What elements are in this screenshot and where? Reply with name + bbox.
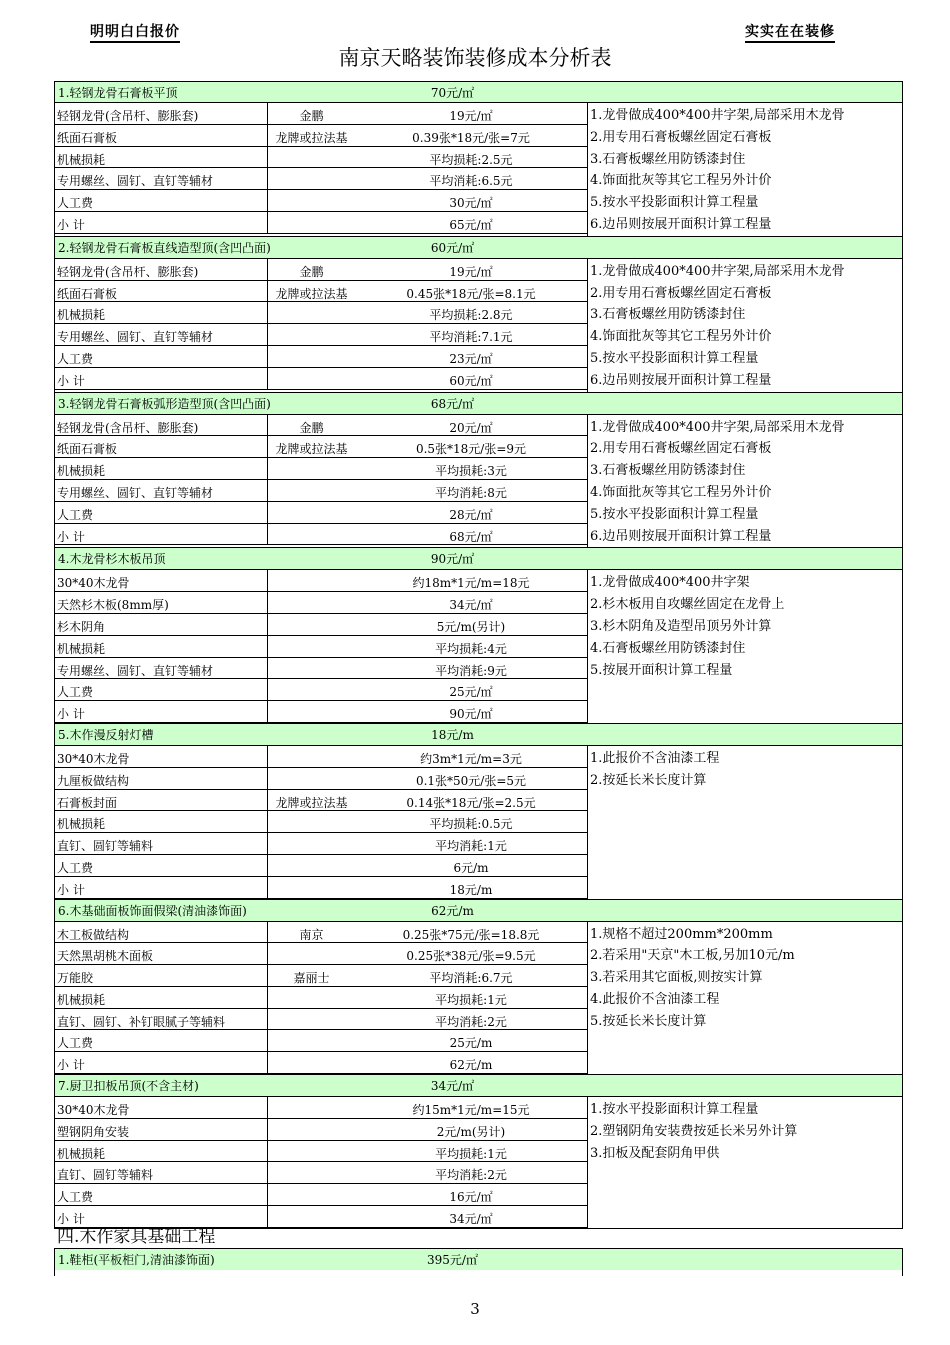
table-row (55, 1097, 587, 1119)
table-row (55, 658, 587, 680)
note-line: 6.边吊则按展开面积计算工程量 (590, 372, 772, 388)
section-price: 18元/m (431, 727, 474, 742)
item-calculation: 0.45张*18元/张=8.1元 (355, 281, 587, 303)
item-calculation: 0.5张*18元/张=9元 (355, 436, 587, 458)
item-calculation: 平均损耗:3元 (355, 458, 587, 480)
note-line: 3.杉木阴角及造型吊顶另外计算 (590, 618, 772, 634)
table-row (55, 922, 587, 944)
section-name: 4.木龙骨杉木板吊顶 (58, 552, 166, 567)
item-brand (268, 212, 355, 234)
item-calculation: 90元/㎡ (355, 701, 587, 723)
item-brand (268, 1009, 355, 1031)
item-brand (268, 943, 355, 965)
item-calculation: 5元/m(另计) (355, 614, 587, 636)
cost-items (55, 103, 588, 236)
table-row (55, 790, 587, 812)
item-brand (268, 570, 355, 592)
note-line: 1.龙骨做成400*400井字架 (590, 575, 750, 591)
item-brand (268, 1184, 355, 1206)
table-row (55, 701, 587, 723)
table-row (55, 768, 587, 790)
note-line: 5.按水平投影面积计算工程量 (590, 195, 759, 211)
item-calculation: 平均损耗:2.5元 (355, 147, 587, 169)
table-row (55, 168, 587, 190)
section-price: 90元/㎡ (430, 552, 475, 567)
note-line: 4.饰面批灰等其它工程另外计价 (590, 329, 772, 345)
note-line: 1.按水平投影面积计算工程量 (590, 1102, 759, 1118)
item-calculation: 2元/m(另计) (355, 1119, 587, 1141)
table-row (55, 480, 587, 502)
item-brand (268, 502, 355, 524)
item-brand: 龙牌或拉法基 (268, 281, 355, 303)
item-brand (268, 368, 355, 390)
note-line: 4.石膏板螺丝用防锈漆封住 (590, 640, 746, 656)
table-row (55, 811, 587, 833)
table-row (55, 746, 587, 768)
table-row (55, 302, 587, 324)
item-calculation: 平均消耗:2元 (355, 1009, 587, 1031)
table-row (55, 259, 587, 281)
note-line: 1.规格不超过200mm*200mm (590, 926, 773, 942)
item-name: 机械损耗 (55, 147, 268, 169)
item-brand (268, 147, 355, 169)
table-row (55, 147, 587, 169)
section-notes (588, 1097, 902, 1228)
item-name: 轻钢龙骨(含吊杆、膨胀套) (55, 259, 268, 281)
section-header (54, 900, 903, 922)
item-name: 人工费 (55, 855, 268, 877)
note-line: 1.此报价不含油漆工程 (590, 750, 720, 766)
table-row (55, 436, 587, 458)
section-header (54, 1075, 903, 1097)
note-line: 4.饰面批灰等其它工程另外计价 (590, 173, 772, 189)
item-brand: 金鹏 (268, 259, 355, 281)
table-row (55, 415, 587, 437)
item-calculation: 约15m*1元/m=15元 (355, 1097, 587, 1119)
item-brand (268, 877, 355, 899)
note-line: 4.此报价不含油漆工程 (590, 991, 720, 1007)
item-name: 小 计 (55, 1052, 268, 1074)
table-row (55, 679, 587, 701)
section-body (54, 259, 903, 393)
table-row (55, 570, 587, 592)
header-left-slogan: 明明白白报价 (90, 24, 180, 43)
note-line: 5.按延长米长度计算 (590, 1013, 707, 1029)
item-name: 人工费 (55, 346, 268, 368)
item-brand (268, 833, 355, 855)
item-brand (268, 701, 355, 723)
note-line: 2.用专用石膏板螺丝固定石膏板 (590, 285, 772, 301)
item-brand: 金鹏 (268, 415, 355, 437)
item-brand (268, 1052, 355, 1074)
table-row (55, 1162, 587, 1184)
item-name: 机械损耗 (55, 811, 268, 833)
table-row (55, 190, 587, 212)
item-brand (268, 324, 355, 346)
section-name: 1.鞋柜(平板柜门,清油漆饰面) (58, 1253, 215, 1267)
table-row (55, 1052, 587, 1074)
table-row (55, 524, 587, 546)
table-row (55, 368, 587, 390)
item-name: 人工费 (55, 679, 268, 701)
item-brand (268, 1162, 355, 1184)
section-body (54, 746, 903, 900)
item-calculation: 25元/m (355, 1030, 587, 1052)
item-brand (268, 614, 355, 636)
item-calculation: 19元/㎡ (355, 259, 587, 281)
item-name: 30*40木龙骨 (55, 746, 268, 768)
item-brand (268, 811, 355, 833)
note-line: 3.若采用其它面板,则按实计算 (590, 970, 763, 986)
note-line: 2.杉木板用自攻螺丝固定在龙骨上 (590, 597, 785, 613)
item-calculation: 18元/m (355, 877, 587, 899)
table-row (55, 965, 587, 987)
item-name: 人工费 (55, 1184, 268, 1206)
table-row (55, 346, 587, 368)
item-calculation: 30元/㎡ (355, 190, 587, 212)
item-brand (268, 1206, 355, 1228)
table-row (55, 212, 587, 234)
item-name: 天然杉木板(8mm厚) (55, 592, 268, 614)
item-name: 人工费 (55, 190, 268, 212)
section-body (54, 1097, 903, 1229)
section-four-title: 四.木作家具基础工程 (57, 1227, 216, 1247)
cost-items (55, 415, 588, 548)
item-brand (268, 987, 355, 1009)
item-calculation: 25元/㎡ (355, 679, 587, 701)
item-brand (268, 679, 355, 701)
item-name: 小 计 (55, 368, 268, 390)
section-price: 395元/㎡ (427, 1253, 478, 1267)
item-brand (268, 524, 355, 546)
section-header (54, 81, 903, 103)
item-name: 万能胶 (55, 965, 268, 987)
item-brand (268, 746, 355, 768)
table-row (55, 987, 587, 1009)
item-brand (268, 592, 355, 614)
item-name: 机械损耗 (55, 1141, 268, 1163)
item-brand (268, 855, 355, 877)
item-calculation: 平均消耗:1元 (355, 833, 587, 855)
table-row (55, 502, 587, 524)
item-name: 木工板做结构 (55, 922, 268, 944)
item-calculation: 6元/m (355, 855, 587, 877)
item-name: 30*40木龙骨 (55, 570, 268, 592)
item-name: 纸面石膏板 (55, 436, 268, 458)
note-line: 5.按展开面积计算工程量 (590, 662, 733, 678)
note-line: 3.扣板及配套阴角甲供 (590, 1145, 720, 1161)
item-name: 小 计 (55, 1206, 268, 1228)
page-number: 3 (470, 1300, 480, 1318)
note-line: 2.塑钢阴角安装费按延长米另外计算 (590, 1123, 798, 1139)
note-line: 2.用专用石膏板螺丝固定石膏板 (590, 129, 772, 145)
table-row (55, 1184, 587, 1206)
item-brand (268, 658, 355, 680)
item-name: 专用螺丝、圆钉、直钉等辅材 (55, 480, 268, 502)
note-line: 1.龙骨做成400*400井字架,局部采用木龙骨 (590, 108, 845, 123)
page-title: 南京天略装饰装修成本分析表 (338, 46, 612, 70)
item-calculation: 平均消耗:2元 (355, 1162, 587, 1184)
note-line: 2.按延长米长度计算 (590, 772, 707, 788)
table-row (55, 855, 587, 877)
header-right-slogan: 实实在在装修 (745, 24, 835, 43)
item-brand (268, 768, 355, 790)
item-calculation: 62元/m (355, 1052, 587, 1074)
item-calculation: 60元/㎡ (355, 368, 587, 390)
section-body (54, 415, 903, 549)
item-name: 石膏板封面 (55, 790, 268, 812)
item-name: 机械损耗 (55, 636, 268, 658)
table-row (55, 458, 587, 480)
table-row (55, 636, 587, 658)
note-line: 5.按水平投影面积计算工程量 (590, 506, 759, 522)
section-notes (588, 415, 902, 548)
section-price: 68元/㎡ (430, 396, 475, 411)
item-name: 专用螺丝、圆钉、直钉等辅材 (55, 324, 268, 346)
item-name: 塑钢阴角安装 (55, 1119, 268, 1141)
item-calculation: 平均消耗:8元 (355, 480, 587, 502)
item-name: 天然黑胡桃木面板 (55, 943, 268, 965)
item-brand: 龙牌或拉法基 (268, 790, 355, 812)
section-notes (588, 259, 902, 392)
item-calculation: 平均消耗:6.7元 (355, 965, 587, 987)
table-continuation (54, 1270, 903, 1276)
item-name: 人工费 (55, 502, 268, 524)
section-name: 5.木作漫反射灯槽 (58, 727, 154, 742)
note-line: 3.石膏板螺丝用防锈漆封住 (590, 151, 746, 167)
item-calculation: 20元/㎡ (355, 415, 587, 437)
item-brand: 嘉丽士 (268, 965, 355, 987)
item-name: 直钉、圆钉、补钉眼腻子等辅料 (55, 1009, 268, 1031)
item-brand (268, 480, 355, 502)
section-body (54, 922, 903, 1076)
item-name: 机械损耗 (55, 458, 268, 480)
cost-items (55, 746, 588, 899)
item-brand (268, 1030, 355, 1052)
table-row (55, 1141, 587, 1163)
table-row (55, 592, 587, 614)
item-brand: 龙牌或拉法基 (268, 436, 355, 458)
table-row (55, 943, 587, 965)
item-calculation: 65元/㎡ (355, 212, 587, 234)
item-calculation: 34元/㎡ (355, 592, 587, 614)
cost-items (55, 570, 588, 723)
item-brand (268, 168, 355, 190)
section-name: 1.轻钢龙骨石膏板平顶 (58, 86, 178, 100)
item-name: 机械损耗 (55, 302, 268, 324)
item-name: 小 计 (55, 701, 268, 723)
item-name: 九厘板做结构 (55, 768, 268, 790)
item-name: 小 计 (55, 877, 268, 899)
item-calculation: 23元/㎡ (355, 346, 587, 368)
note-line: 1.龙骨做成400*400井字架,局部采用木龙骨 (590, 263, 845, 279)
item-name: 30*40木龙骨 (55, 1097, 268, 1119)
item-calculation: 平均消耗:9元 (355, 658, 587, 680)
table-row (55, 614, 587, 636)
item-name: 专用螺丝、圆钉、直钉等辅材 (55, 658, 268, 680)
item-calculation: 34元/㎡ (355, 1206, 587, 1228)
item-name: 纸面石膏板 (55, 281, 268, 303)
note-line: 4.饰面批灰等其它工程另外计价 (590, 484, 772, 500)
table-row (55, 103, 587, 125)
item-brand (268, 1119, 355, 1141)
section-header (54, 237, 903, 259)
table-row (55, 1009, 587, 1031)
item-calculation: 约18m*1元/m=18元 (355, 570, 587, 592)
item-calculation: 19元/㎡ (355, 103, 587, 125)
section-notes (588, 922, 902, 1075)
section-header (54, 548, 903, 570)
section-name: 2.轻钢龙骨石膏板直线造型顶(含凹凸面) (58, 240, 271, 255)
item-brand (268, 636, 355, 658)
note-line: 1.龙骨做成400*400井字架,局部采用木龙骨 (590, 419, 845, 435)
item-calculation: 0.14张*18元/张=2.5元 (355, 790, 587, 812)
note-line: 3.石膏板螺丝用防锈漆封住 (590, 307, 746, 323)
item-brand: 南京 (268, 922, 355, 944)
item-brand: 金鹏 (268, 103, 355, 125)
table-row (55, 1030, 587, 1052)
item-calculation: 0.1张*50元/张=5元 (355, 768, 587, 790)
section-notes (588, 746, 902, 899)
item-calculation: 68元/㎡ (355, 524, 587, 546)
section-name: 7.厨卫扣板吊顶(不含主材) (58, 1079, 199, 1094)
item-calculation: 平均损耗:1元 (355, 1141, 587, 1163)
section-notes (588, 103, 902, 236)
item-name: 轻钢龙骨(含吊杆、膨胀套) (55, 415, 268, 437)
item-name: 杉木阴角 (55, 614, 268, 636)
section-header (54, 393, 903, 415)
note-line: 3.石膏板螺丝用防锈漆封住 (590, 463, 746, 479)
cost-items (55, 259, 588, 392)
section-price: 70元/㎡ (430, 86, 475, 100)
table-row (55, 125, 587, 147)
note-line: 2.若采用"天京"木工板,另加10元/m (590, 948, 795, 964)
item-name: 小 计 (55, 212, 268, 234)
table-row (55, 1206, 587, 1228)
cost-table-continued (54, 1248, 903, 1276)
note-line: 6.边吊则按展开面积计算工程量 (590, 216, 772, 232)
item-brand: 龙牌或拉法基 (268, 125, 355, 147)
table-row (55, 324, 587, 346)
item-brand (268, 1141, 355, 1163)
item-calculation: 平均消耗:6.5元 (355, 168, 587, 190)
item-name: 直钉、圆钉等辅料 (55, 1162, 268, 1184)
section-price: 62元/m (431, 903, 474, 918)
note-line: 2.用专用石膏板螺丝固定石膏板 (590, 441, 772, 457)
section-header (54, 724, 903, 746)
item-name: 纸面石膏板 (55, 125, 268, 147)
section-body (54, 570, 903, 724)
item-name: 人工费 (55, 1030, 268, 1052)
item-brand (268, 1097, 355, 1119)
section-price: 60元/㎡ (430, 240, 475, 255)
table-row (55, 281, 587, 303)
cost-table (54, 81, 903, 1229)
item-calculation: 0.25张*75元/张=18.8元 (355, 922, 587, 944)
item-brand (268, 302, 355, 324)
item-calculation: 16元/㎡ (355, 1184, 587, 1206)
item-calculation: 平均损耗:4元 (355, 636, 587, 658)
item-calculation: 0.25张*38元/张=9.5元 (355, 943, 587, 965)
item-name: 机械损耗 (55, 987, 268, 1009)
item-brand (268, 190, 355, 212)
item-name: 小 计 (55, 524, 268, 546)
section-header (54, 1248, 903, 1270)
note-line: 6.边吊则按展开面积计算工程量 (590, 528, 772, 544)
item-calculation: 28元/㎡ (355, 502, 587, 524)
table-row (55, 1119, 587, 1141)
table-row (55, 833, 587, 855)
item-brand (268, 346, 355, 368)
item-calculation: 0.39张*18元/张=7元 (355, 125, 587, 147)
item-calculation: 平均损耗:1元 (355, 987, 587, 1009)
section-name: 6.木基础面板饰面假梁(清油漆饰面) (58, 903, 247, 918)
table-row (55, 877, 587, 899)
item-calculation: 平均损耗:0.5元 (355, 811, 587, 833)
section-price: 34元/㎡ (430, 1079, 475, 1094)
section-name: 3.轻钢龙骨石膏板弧形造型顶(含凹凸面) (58, 396, 271, 411)
item-name: 直钉、圆钉等辅料 (55, 833, 268, 855)
item-name: 专用螺丝、圆钉、直钉等辅材 (55, 168, 268, 190)
section-notes (588, 570, 902, 723)
item-calculation: 平均损耗:2.8元 (355, 302, 587, 324)
section-body (54, 103, 903, 237)
item-calculation: 约3m*1元/m=3元 (355, 746, 587, 768)
cost-items (55, 922, 588, 1075)
note-line: 5.按水平投影面积计算工程量 (590, 350, 759, 366)
item-calculation: 平均消耗:7.1元 (355, 324, 587, 346)
item-name: 轻钢龙骨(含吊杆、膨胀套) (55, 103, 268, 125)
item-brand (268, 458, 355, 480)
cost-items (55, 1097, 588, 1228)
